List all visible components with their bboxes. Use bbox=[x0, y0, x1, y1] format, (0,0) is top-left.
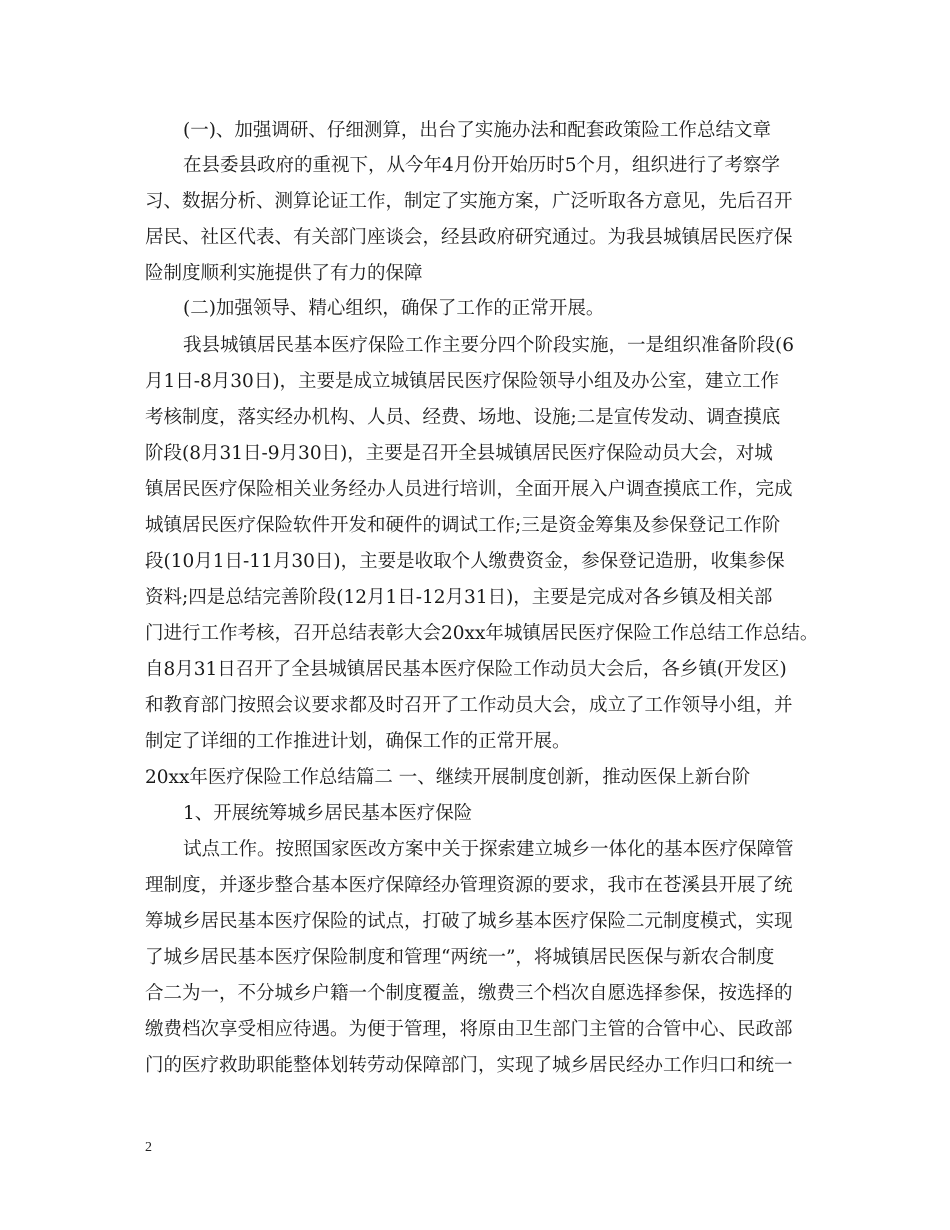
text-line: 资料;四是总结完善阶段(12月1日-12月31日)，主要是完成对各乡镇及相关部 bbox=[145, 587, 773, 608]
text-line: 筹城乡居民基本医疗保险的试点，打破了城乡基本医疗保险二元制度模式，实现 bbox=[145, 911, 793, 932]
text-line: 和教育部门按照会议要求都及时召开了工作动员大会，成立了工作领导小组，并 bbox=[145, 695, 793, 716]
text-line: 门进行工作考核，召开总结表彰大会20xx年城镇居民医疗保险工作总结工作总结。 bbox=[145, 623, 819, 644]
text-line: 在县委县政府的重视下，从今年4月份开始历时5个月，组织进行了考察学 bbox=[183, 155, 781, 176]
text-line: (一)、加强调研、仔细测算，出台了实施办法和配套政策险工作总结文章 bbox=[183, 120, 771, 141]
text-line: 习、数据分析、测算论证工作，制定了实施方案，广泛听取各方意见，先后召开 bbox=[145, 191, 793, 212]
text-line: (二)加强领导、精心组织，确保了工作的正常开展。 bbox=[183, 298, 605, 319]
text-line: 考核制度，落实经办机构、人员、经费、场地、设施;二是宣传发动、调查摸底 bbox=[145, 407, 781, 428]
text-line: 段(10月1日-11月30日)，主要是收取个人缴费资金，参保登记造册，收集参保 bbox=[145, 551, 785, 572]
text-line: 镇居民医疗保险相关业务经办人员进行培训，全面开展入户调查摸底工作，完成 bbox=[145, 479, 793, 500]
text-line: 我县城镇居民基本医疗保险工作主要分四个阶段实施，一是组织准备阶段(6 bbox=[183, 335, 794, 356]
text-line: 月1日-8月30日)，主要是成立城镇居民医疗保险领导小组及办公室，建立工作 bbox=[145, 371, 780, 392]
text-line: 城镇居民医疗保险软件开发和硬件的调试工作;三是资金筹集及参保登记工作阶 bbox=[145, 515, 781, 536]
text-line: 居民、社区代表、有关部门座谈会，经县政府研究通过。为我县城镇居民医疗保 bbox=[145, 227, 793, 248]
text-line: 制定了详细的工作推进计划，确保工作的正常开展。 bbox=[145, 731, 571, 752]
text-line: 门的医疗救助职能整体划转劳动保障部门，实现了城乡居民经办工作归口和统一 bbox=[145, 1055, 793, 1076]
subsection-heading: 1、开展统筹城乡居民基本医疗保险 bbox=[183, 803, 473, 824]
text-line: 了城乡居民基本医疗保险制度和管理“两统一”，将城镇居民医保与新农合制度 bbox=[145, 947, 775, 968]
page-number: 2 bbox=[145, 1140, 152, 1155]
section-heading: 20xx年医疗保险工作总结篇二 一、继续开展制度创新，推动医保上新台阶 bbox=[145, 767, 751, 788]
text-line: 险制度顺利实施提供了有力的保障 bbox=[145, 263, 423, 284]
text-line: 自8月31日召开了全县城镇居民基本医疗保险工作动员大会后，各乡镇(开发区) bbox=[145, 659, 787, 680]
text-line: 阶段(8月31日-9月30日)，主要是召开全县城镇居民医疗保险动员大会，对城 bbox=[145, 443, 773, 464]
text-line: 合二为一，不分城乡户籍一个制度覆盖，缴费三个档次自愿选择参保，按选择的 bbox=[145, 983, 793, 1004]
text-line: 理制度，并逐步整合基本医疗保障经办管理资源的要求，我市在苍溪县开展了统 bbox=[145, 875, 793, 896]
text-line: 缴费档次享受相应待遇。为便于管理，将原由卫生部门主管的合管中心、民政部 bbox=[145, 1019, 793, 1040]
text-line: 试点工作。按照国家医改方案中关于探索建立城乡一体化的基本医疗保障管 bbox=[183, 839, 794, 860]
